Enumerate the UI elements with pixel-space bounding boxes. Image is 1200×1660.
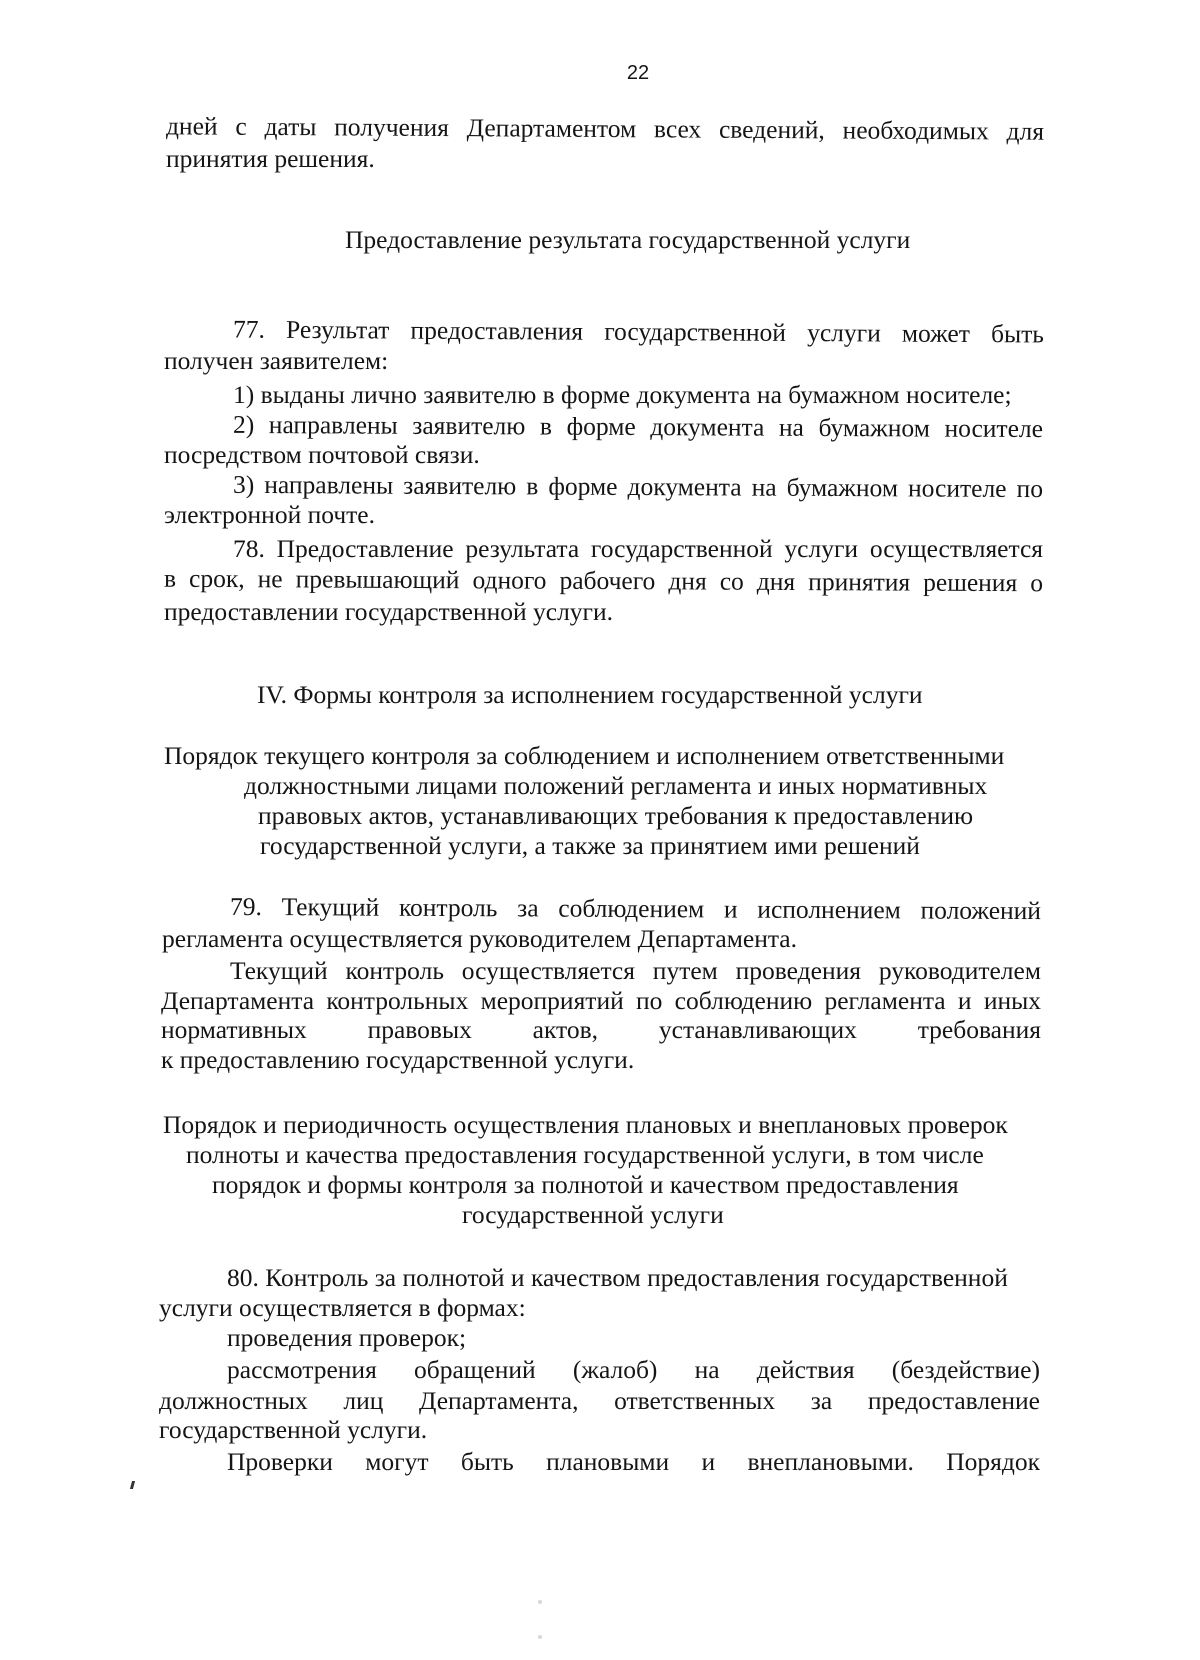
subsection-heading: Порядок и периодичность осуществления плановых и внеплановых проверок [163,1110,1008,1139]
section-heading: Предоставление результата государственной услуги [345,225,911,254]
scan-speck [538,1600,542,1604]
paragraph-line: в срок, не превышающий одного рабочего дня со дня принятия решения о [163,563,1044,598]
subsection-heading: государственной услуги, а также за принятием ими решений [260,831,920,860]
list-item-continuation: электронной почте. [164,500,375,529]
subsection-heading: Порядок текущего контроля за соблюдением и исполнением ответственными [164,741,1005,770]
list-item-continuation: государственной услуги. [159,1415,428,1444]
subsection-heading: правовых актов, устанавливающих требования к предоставлению [258,801,974,830]
list-item: проведения проверок; [227,1323,467,1352]
list-item-continuation: посредством почтовой связи. [164,440,480,469]
scan-speck [538,1635,542,1639]
paragraph-line: принятия решения. [166,144,375,173]
chapter-heading: IV. Формы контроля за исполнением государственной услуги [257,680,923,709]
list-item: рассмотрения обращений (жалоб) на действия (бездействие) [227,1355,1040,1384]
subsection-heading: государственной услуги [462,1200,724,1229]
paragraph-line: услуги осуществляется в формах: [159,1293,526,1322]
page-number: 22 [626,62,650,84]
subsection-heading: полноты и качества предоставления государственной услуги, в том числе [186,1140,984,1169]
paragraph-line: 79. Текущий контроль за соблюдением и исполнением положений [229,891,1042,926]
paragraph-line: получен заявителем: [164,346,389,375]
list-item: 1) выданы лично заявителю в форме документа на бумажном носителе; [233,380,1012,409]
list-item: 2) направлены заявителю в форме документа на бумажном носителе [232,409,1044,444]
paragraph-line: Департамента контрольных мероприятий по соблюдению регламента и иных [161,986,1041,1015]
paragraph-line: 80. Контроль за полнотой и качеством предоставления государственной [227,1263,1008,1292]
subsection-heading: должностными лицами положений регламента и иных нормативных [244,771,988,800]
list-item: 3) направлены заявителю в форме документа на бумажном носителе по [232,469,1044,504]
subsection-heading: порядок и формы контроля за полнотой и качеством предоставления [212,1170,959,1199]
paragraph-line: Проверки могут быть плановыми и внеплановыми. Порядок [227,1447,1040,1476]
paragraph-line: нормативных правовых актов, устанавливающих требования [161,1015,1041,1044]
paragraph-line: 77. Результат предоставления государственной услуги может быть [232,314,1045,349]
scan-speck [130,1481,135,1489]
paragraph-line: Текущий контроль осуществляется путем проведения руководителем [230,956,1041,985]
list-item-continuation: должностных лиц Департамента, ответственных за предоставление [159,1386,1040,1415]
paragraph-line: регламента осуществляется руководителем Департамента. [162,924,797,953]
paragraph-line: 78. Предоставление результата государственной услуги осуществляется [233,534,1043,563]
paragraph-line: предоставлении государственной услуги. [164,597,614,626]
paragraph-line: дней с даты получения Департаментом всех сведений, необходимых для [165,111,1045,146]
paragraph-line: к предоставлению государственной услуги. [161,1045,635,1074]
